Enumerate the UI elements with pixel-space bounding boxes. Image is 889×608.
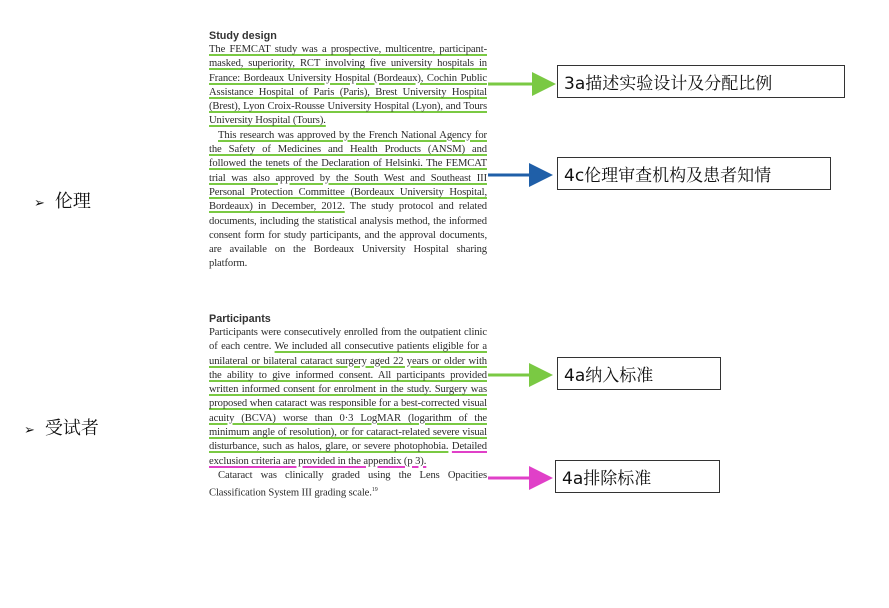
exclusion-highlight: Detailed exclusion criteria are provided in the appendix (p 3). xyxy=(209,441,487,467)
annotation-ethics: 4c伦理审查机构及患者知情 xyxy=(557,157,831,190)
annotation-design: 3a描述实验设计及分配比例 xyxy=(557,65,845,98)
grading-text: Cataract was clinically graded using the Lens Opacities Classification System III grading scale. xyxy=(209,469,487,499)
bullet-arrow-icon: ➢ xyxy=(24,423,35,438)
participants-heading: Participants xyxy=(209,313,271,325)
design-highlight: The FEMCAT study was a prospective, multicentre, participant-masked, superiority, RCT involving five university hospitals in France: Bordeaux University Hospital (Bordeaux), Cochin Public Assistance Hospital of Paris (Paris), Brest University Hospital (Brest), Lyon Croix-Rousse University Hospital (Lyon), and Tours University Hospital (Tours). xyxy=(209,44,487,127)
reference-number: 19 xyxy=(371,487,378,494)
annotation-inclusion: 4a纳入标准 xyxy=(557,357,721,390)
inclusion-highlight: We included all consecutive patients eligible for a unilateral or bilateral cataract surgery aged 22 years or older with the ability to give informed consent. All participants provided written informed consent for enrolment in the study. Surgery was proposed when cataract was responsible for a best-corrected visual acuity (BCVA) worse than 0·3 LogMAR (logarithm of the minimum angle of resolution), or for cataract-related severe visual disturbance, such as halos, glare, or severe photophobia. xyxy=(209,341,487,453)
study-design-heading: Study design xyxy=(209,30,277,42)
annotation-exclusion: 4a排除标准 xyxy=(555,460,720,493)
participants-intro: Participants were consecutively enrolled from the outpatient clinic of each centre. xyxy=(209,327,487,353)
side-label-ethics: ➢ 伦理 xyxy=(34,191,91,212)
side-label-participants: ➢ 受试者 xyxy=(24,418,99,439)
ethics-rest: The study protocol and related documents, including the statistical analysis method, the informed consent form for study participants, and the approval documents, are available on the Bordeaux University Hospital sharing platform. xyxy=(209,201,488,270)
bullet-arrow-icon: ➢ xyxy=(34,196,45,211)
ethics-highlight: This research was approved by the French National Agency for the Safety of Medicines and Health Products (ANSM) and followed the tenets of the Declaration of Helsinki. The FEMCAT trial was also approved by the South West and Southeast III Personal Protection Committee (Bordeaux University Hospital, Bordeaux) in December, 2012. xyxy=(209,129,487,213)
